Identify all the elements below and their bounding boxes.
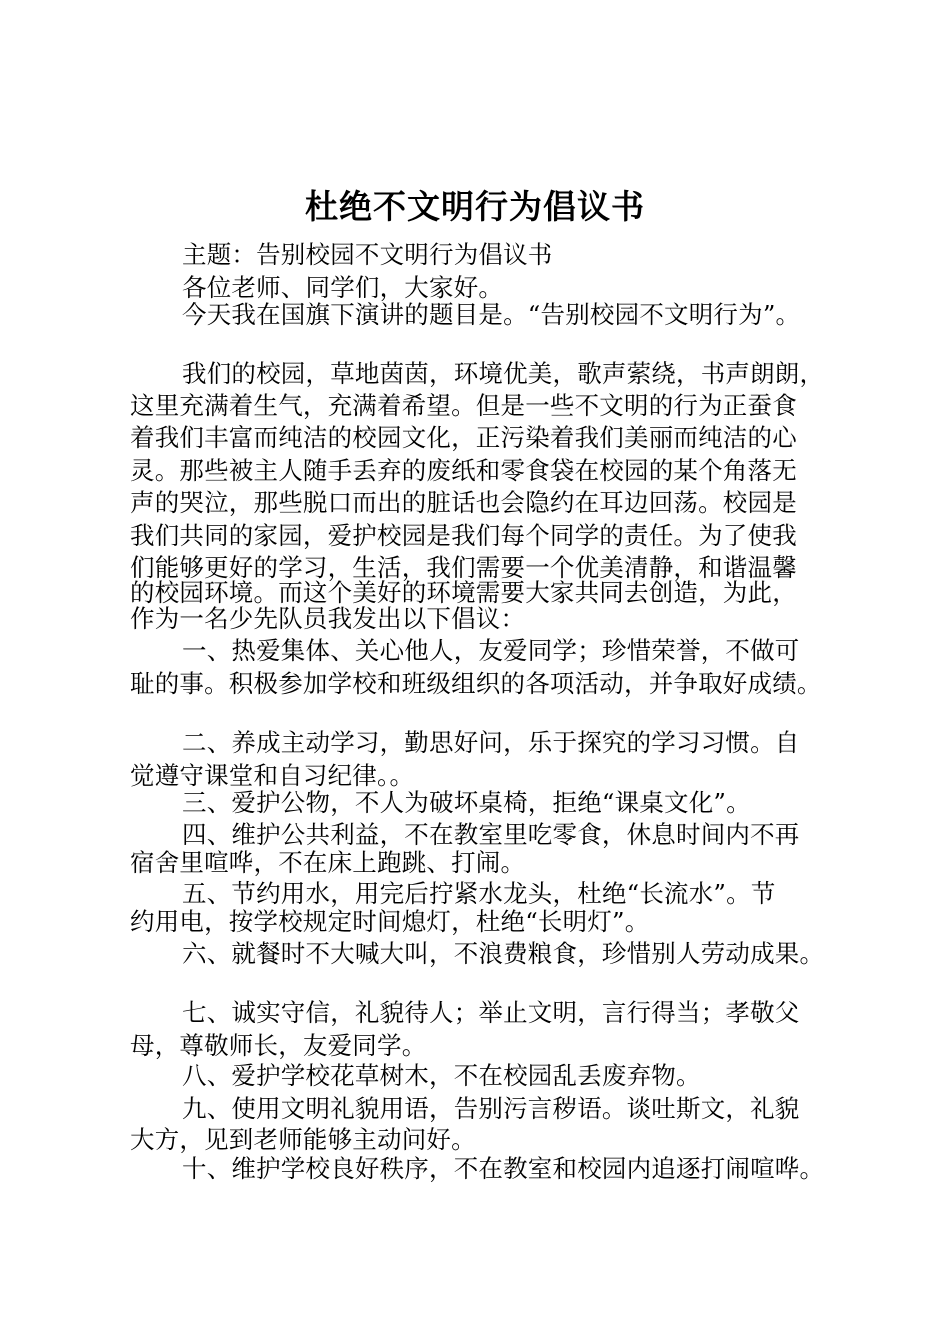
proposal-item-10: 十、维护学校良好秩序，不在教室和校园内追逐打闹喧哗。 bbox=[182, 1154, 825, 1183]
proposal-item-3: 三、爱护公物，不人为破坏桌椅，拒绝“课桌文化”。 bbox=[182, 788, 751, 817]
proposal-item-9: 九、使用文明礼貌用语，告别污言秽语。谈吐斯文，礼貌 bbox=[182, 1094, 800, 1123]
proposal-item-7-cont: 母，尊敬师长，友爱同学。 bbox=[130, 1031, 427, 1060]
proposal-item-4-cont: 宿舍里喧哗，不在床上跑跳、打闹。 bbox=[130, 848, 526, 877]
proposal-item-7: 七、诚实守信，礼貌待人；举止文明，言行得当；孝敬父 bbox=[182, 998, 800, 1027]
proposal-item-5-cont: 约用电，按学校规定时间熄灯，杜绝“长明灯”。 bbox=[130, 907, 650, 936]
proposal-item-8: 八、爱护学校花草树木，不在校园乱丢废弃物。 bbox=[182, 1061, 701, 1090]
body-line: 们能够更好的学习，生活，我们需要一个优美清静，和谐温馨 bbox=[130, 553, 797, 582]
speech-topic-line: 今天我在国旗下演讲的题目是。“告别校园不文明行为”。 bbox=[182, 300, 801, 329]
body-line: 灵。那些被主人随手丢弃的废纸和零食袋在校园的某个角落无 bbox=[130, 456, 797, 485]
proposal-item-6: 六、就餐时不大喊大叫，不浪费粮食，珍惜别人劳动成果。 bbox=[182, 939, 825, 968]
proposal-item-5: 五、节约用水，用完后拧紧水龙头，杜绝“长流水”。节 bbox=[182, 879, 776, 908]
proposal-item-4: 四、维护公共利益，不在教室里吃零食，休息时间内不再 bbox=[182, 820, 800, 849]
proposal-item-2: 二、养成主动学习，勤思好问，乐于探究的学习习惯。自 bbox=[182, 728, 800, 757]
body-line: 我们的校园，草地茵茵，环境优美，歌声萦绕，书声朗朗， bbox=[182, 359, 825, 388]
body-line: 着我们丰富而纯洁的校园文化，正污染着我们美丽而纯洁的心 bbox=[130, 423, 797, 452]
body-line: 这里充满着生气，充满着希望。但是一些不文明的行为正蚕食 bbox=[130, 391, 797, 420]
subject-line: 主题：告别校园不文明行为倡议书 bbox=[182, 240, 553, 269]
proposal-item-9-cont: 大方，见到老师能够主动问好。 bbox=[130, 1125, 476, 1154]
body-line: 作为一名少先队员我发出以下倡议： bbox=[130, 604, 526, 633]
body-line: 的校园环境。而这个美好的环境需要大家共同去创造，为此， bbox=[130, 578, 797, 607]
greeting-line: 各位老师、同学们，大家好。 bbox=[182, 273, 504, 302]
proposal-item-1-cont: 耻的事。积极参加学校和班级组织的各项活动，并争取好成绩。 bbox=[130, 669, 822, 698]
proposal-item-2-cont: 觉遵守课堂和自习纪律。。 bbox=[130, 761, 415, 790]
body-line: 我们共同的家园，爱护校园是我们每个同学的责任。为了使我 bbox=[130, 521, 797, 550]
document-title: 杜绝不文明行为倡议书 bbox=[305, 187, 645, 226]
proposal-item-1: 一、热爱集体、关心他人，友爱同学；珍惜荣誉，不做可 bbox=[182, 636, 800, 665]
body-line: 声的哭泣，那些脱口而出的脏话也会隐约在耳边回荡。校园是 bbox=[130, 488, 797, 517]
